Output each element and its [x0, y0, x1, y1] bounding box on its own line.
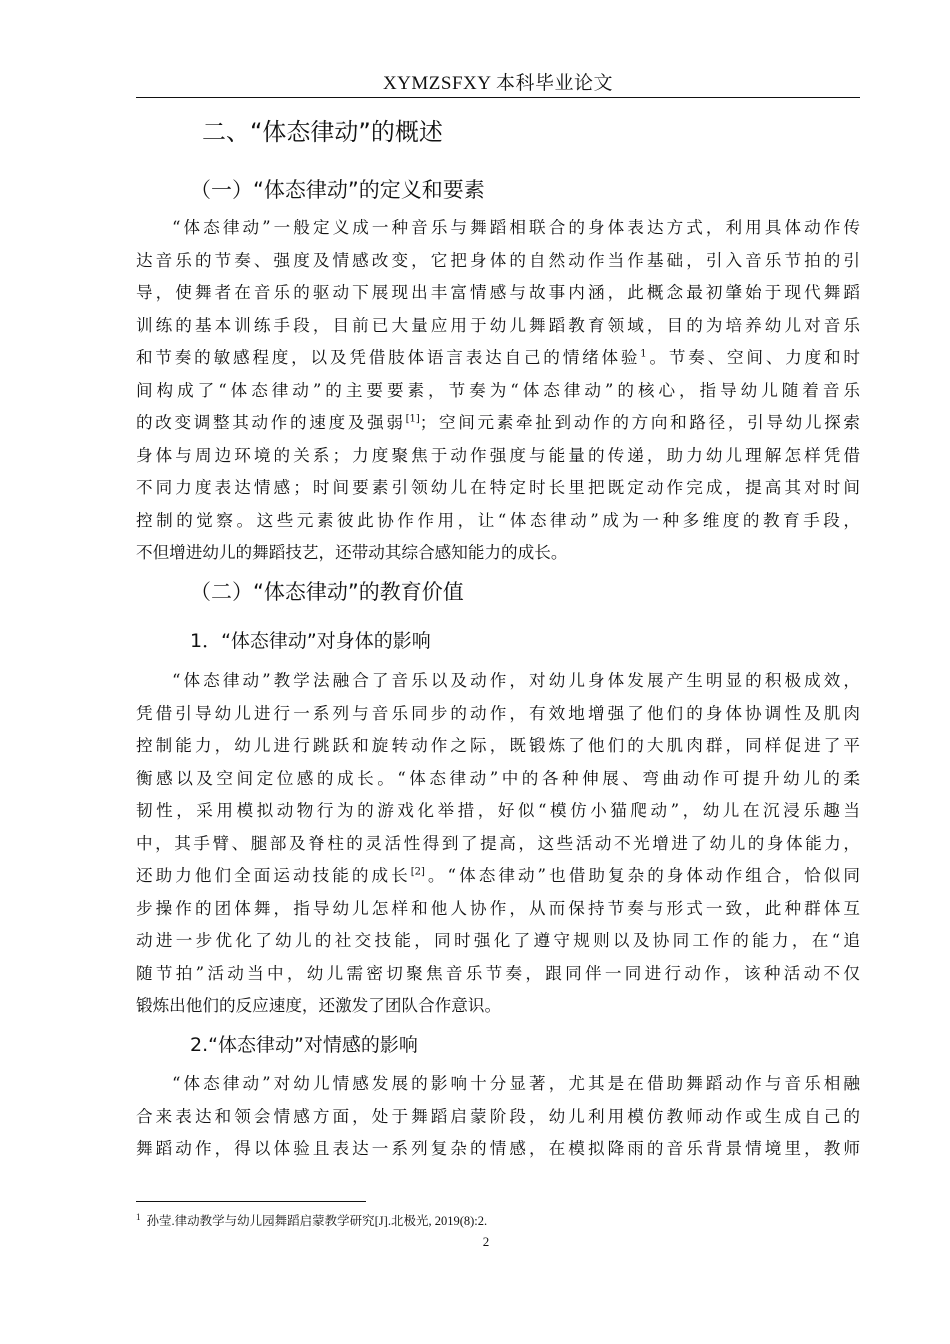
paragraph-line: 训练的基本训练手段，目前已大量应用于幼儿舞蹈教育领域，目的为培养幼儿对音乐: [136, 315, 860, 335]
paragraph-line: [136, 860, 860, 893]
footnote-text: 孙莹.律动教学与幼儿园舞蹈启蒙教学研究[J].北极光, 2019(8):2.: [146, 1214, 488, 1228]
paragraph-line: 步操作的团体舞，指导幼儿怎样和他人协作，从而保持节奏与形式一致，此种群体互: [136, 898, 860, 918]
paragraph-line: 中，其手臂、腿部及脊柱的灵活性得到了提高，这些活动不光增进了幼儿的身体能力，: [136, 833, 860, 853]
line-segment: 。“体态律动”也借助复杂的身体动作组合，恰似同: [424, 866, 861, 885]
paragraph-line: [136, 407, 860, 440]
paragraph-line: 不但增进幼儿的舞蹈技艺，还带动其综合感知能力的成长。: [136, 543, 568, 562]
footnote-marker: 1: [640, 348, 647, 360]
paragraph-line: 凭借引导幼儿进行一系列与音乐同步的动作，有效地增强了他们的身体协调性及肌肉: [136, 703, 860, 723]
paragraph-body-influence: [136, 665, 860, 1023]
section-heading: 二、“体态律动”的概述: [202, 118, 443, 146]
paragraph-line: 达音乐的节奏、强度及情感改变，它把身体的自然动作当作基础，引入音乐节拍的引: [136, 250, 860, 270]
paragraph-emotion-influence: [136, 1068, 860, 1166]
footnote-rule: [136, 1201, 366, 1202]
paragraph-line: 控制的觉察。这些元素彼此协作作用，让“体态律动”成为一种多维度的教育手段，: [136, 510, 860, 530]
paragraph-line: 控制能力，幼儿进行跳跃和旋转动作之际，既锻炼了他们的大肌肉群，同样促进了平: [136, 736, 860, 755]
paragraph-line: 动进一步优化了幼儿的社交技能，同时强化了遵守规则以及协同工作的能力，在“追: [136, 931, 860, 950]
topic-heading-2: 2.“体态律动”对情感的影响: [190, 1034, 418, 1056]
citation-marker: [2]: [410, 866, 425, 878]
paragraph-line: 导，使舞者在音乐的驱动下展现出丰富情感与故事内涵，此概念最初肇始于现代舞蹈: [136, 283, 860, 302]
line-segment: 。节奏、空间、力度和时: [646, 348, 861, 367]
topic-heading-1: 1．“体态律动”对身体的影响: [190, 630, 431, 652]
line-segment: 和节奏的敏感程度，以及凭借肢体语言表达自己的情绪体验: [136, 348, 641, 367]
paragraph-line: 间构成了“体态律动”的主要要素，节奏为“体态律动”的核心，指导幼儿随着音乐: [136, 380, 860, 400]
citation-marker: [1]: [405, 413, 420, 425]
footnote-number: 1: [136, 1211, 141, 1222]
subsection-heading-2: （二）“体态律动”的教育价值: [190, 580, 464, 604]
running-header: XYMZSFXY 本科毕业论文: [382, 73, 614, 94]
paragraph-line: 身体与周边环境的关系；力度聚焦于动作强度与能量的传递，助力幼儿理解怎样凭借: [136, 445, 860, 465]
paragraph-line: 锻炼出他们的反应速度，还激发了团队合作意识。: [136, 996, 502, 1015]
paragraph-line: 衡感以及空间定位感的成长。“体态律动”中的各种伸展、弯曲动作可提升幼儿的柔: [136, 768, 860, 788]
paragraph-line: 不同力度表达情感；时间要素引领幼儿在特定时长里把既定动作完成，提高其对时间: [136, 478, 860, 497]
paragraph-line: 随节拍”活动当中，幼儿需密切聚焦音乐节奏，跟同伴一同进行动作，该种活动不仅: [136, 963, 860, 983]
footnote: [136, 1211, 487, 1229]
paragraph-line: “体态律动”对幼儿情感发展的影响十分显著，尤其是在借助舞蹈动作与音乐相融: [172, 1074, 860, 1093]
line-segment: 的改变调整其动作的速度及强弱: [136, 413, 406, 432]
paragraph-line: 合来表达和领会情感方面，处于舞蹈启蒙阶段，幼儿利用模仿教师动作或生成自己的: [136, 1106, 860, 1126]
page-number: 2: [482, 1234, 490, 1249]
line-segment: ；空间元素牵扯到动作的方向和路径，引导幼儿探索: [419, 413, 861, 432]
paragraph-line: 舞蹈动作，得以体验且表达一系列复杂的情感，在模拟降雨的音乐背景情境里，教师: [136, 1139, 860, 1158]
paragraph-line: [136, 342, 860, 375]
header-rule: [136, 97, 860, 98]
paragraph-line: “体态律动”教学法融合了音乐以及动作，对幼儿身体发展产生明显的积极成效，: [172, 671, 860, 690]
paragraph-line: “体态律动”一般定义成一种音乐与舞蹈相联合的身体表达方式，利用具体动作传: [172, 218, 860, 237]
paragraph-line: 韧性，采用模拟动物行为的游戏化举措，好似“模仿小猫爬动”，幼儿在沉浸乐趣当: [136, 801, 860, 820]
subsection-heading-1: （一）“体态律动”的定义和要素: [190, 178, 485, 202]
line-segment: 还助力他们全面运动技能的成长: [136, 866, 411, 885]
paragraph-definition: [136, 212, 860, 570]
